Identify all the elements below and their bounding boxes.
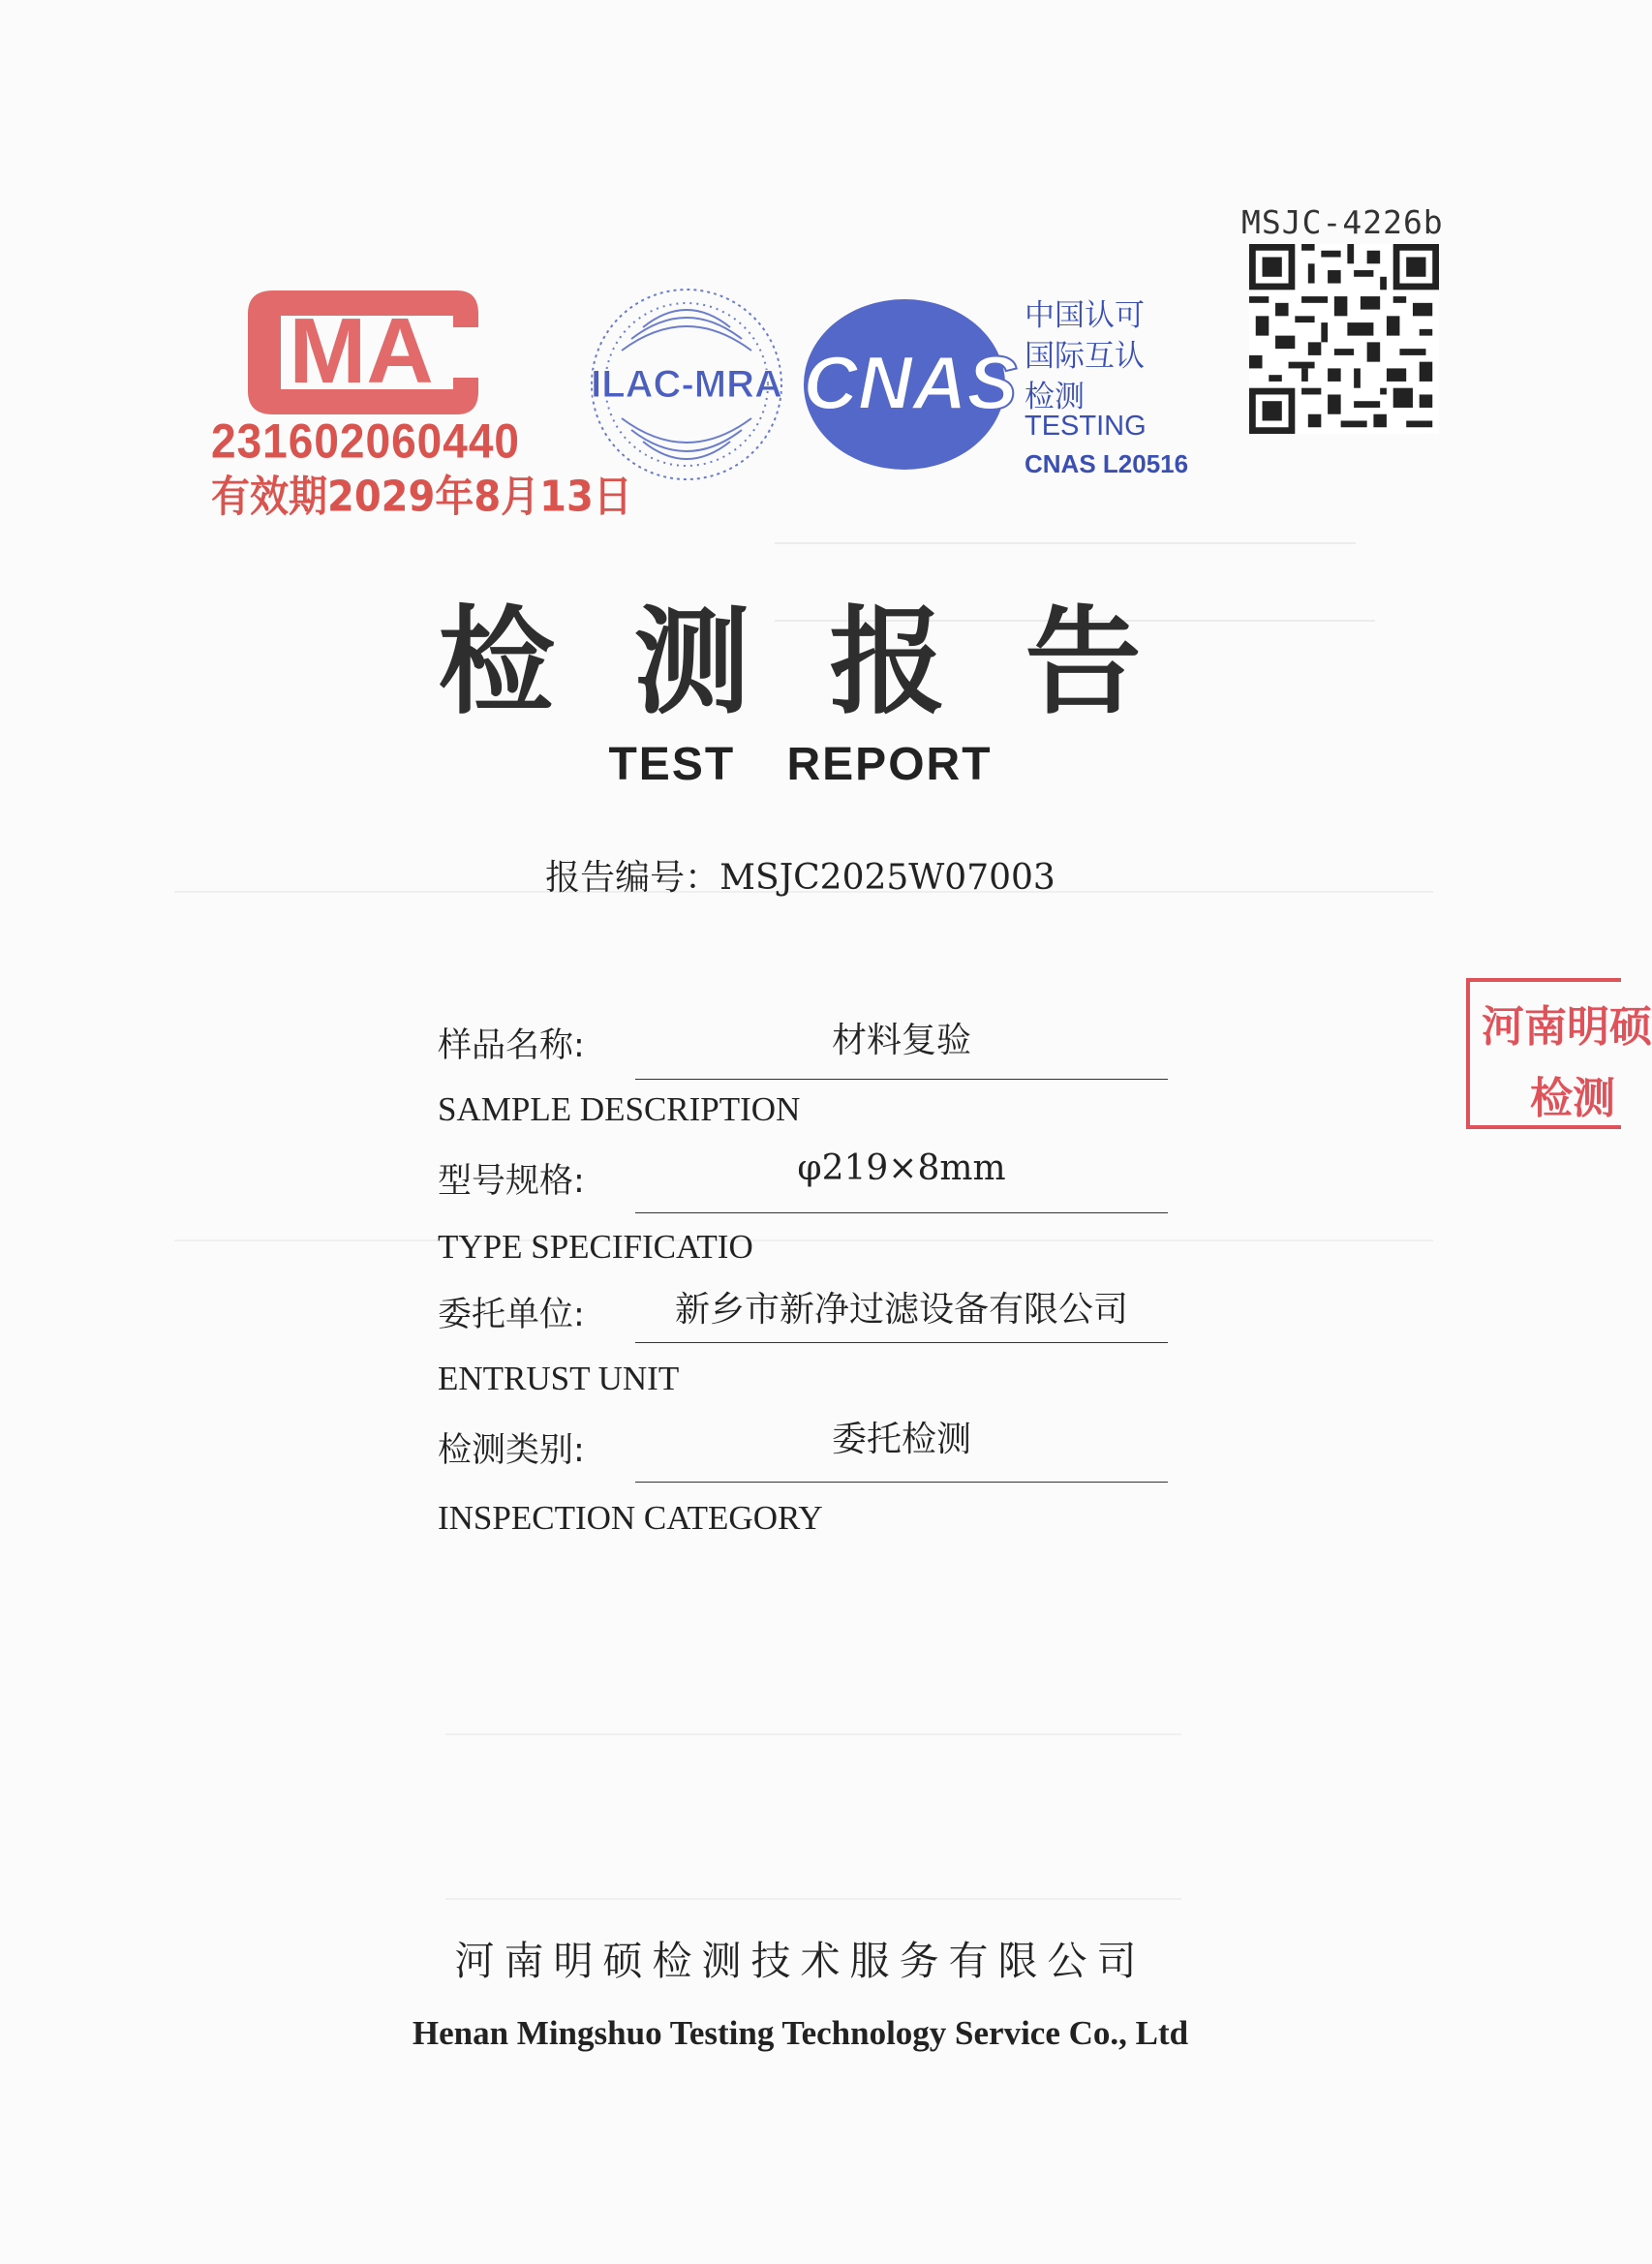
company-name-cn: 河南明硕检测技术服务有限公司 bbox=[454, 1938, 1147, 1984]
company-seal-stamp bbox=[1466, 978, 1652, 1129]
cnas-caption-mutual-recognition: 国际互认 bbox=[1025, 339, 1145, 374]
sample-name-underline bbox=[635, 1079, 1168, 1080]
svg-text:ILAC-MRA: ILAC-MRA bbox=[591, 363, 782, 406]
qr-code-icon bbox=[1249, 244, 1439, 434]
stamp-line-2: 检测 bbox=[1530, 1074, 1615, 1123]
sample-name-value: 材料复验 bbox=[831, 1021, 971, 1060]
sample-name-label: 样品名称: bbox=[438, 1026, 585, 1065]
ilac-mra-seal-logo bbox=[583, 283, 790, 486]
entrust-unit-underline bbox=[635, 1342, 1168, 1343]
entrust-unit-label: 委托单位: bbox=[438, 1296, 585, 1334]
bleed-through-texture bbox=[775, 542, 1356, 554]
inspection-category-label: 检测类别: bbox=[438, 1431, 585, 1470]
inspection-category-value: 委托检测 bbox=[831, 1420, 971, 1459]
document-code: MSJC-4226b bbox=[1241, 203, 1444, 241]
inspection-category-underline bbox=[635, 1482, 1168, 1483]
cnas-registration-number: CNAS L20516 bbox=[1025, 449, 1189, 478]
sample-description-label-en: SAMPLE DESCRIPTION bbox=[438, 1090, 801, 1128]
type-specification-label-en: TYPE SPECIFICATIO bbox=[438, 1228, 753, 1266]
bleed-through-texture bbox=[445, 1898, 1181, 1910]
company-name-en: Henan Mingshuo Testing Technology Service Co., Ltd bbox=[412, 2014, 1189, 2052]
ma-certificate-number: 231602060440 bbox=[211, 413, 520, 469]
type-spec-value: φ219×8mm bbox=[797, 1148, 1006, 1188]
bleed-through-texture bbox=[174, 1239, 1433, 1251]
type-spec-label: 型号规格: bbox=[438, 1162, 585, 1201]
cnas-caption-testing-en: TESTING bbox=[1025, 411, 1147, 442]
report-number: 报告编号：MSJC2025W07003 bbox=[545, 858, 1055, 898]
report-title-cn: 检测报告 bbox=[438, 594, 1221, 730]
inspection-category-label-en: INSPECTION CATEGORY bbox=[438, 1499, 823, 1537]
report-title-en: TEST REPORT bbox=[608, 739, 993, 790]
ma-expiry-date: 有效期2029年8月13日 bbox=[211, 472, 632, 522]
svg-text:MA: MA bbox=[289, 299, 434, 403]
cnas-caption-testing-cn: 检测 bbox=[1025, 380, 1085, 414]
cnas-logo bbox=[796, 294, 1025, 474]
ma-certification-logo bbox=[234, 281, 488, 424]
cnas-caption-china-accredited: 中国认可 bbox=[1025, 298, 1145, 333]
bleed-through-texture bbox=[445, 1733, 1181, 1745]
stamp-line-1: 河南明硕 bbox=[1482, 1002, 1652, 1052]
svg-text:CNAS: CNAS bbox=[803, 340, 1018, 425]
entrust-unit-label-en: ENTRUST UNIT bbox=[438, 1360, 680, 1397]
entrust-unit-value: 新乡市新净过滤设备有限公司 bbox=[674, 1290, 1128, 1330]
type-spec-underline bbox=[635, 1212, 1168, 1213]
